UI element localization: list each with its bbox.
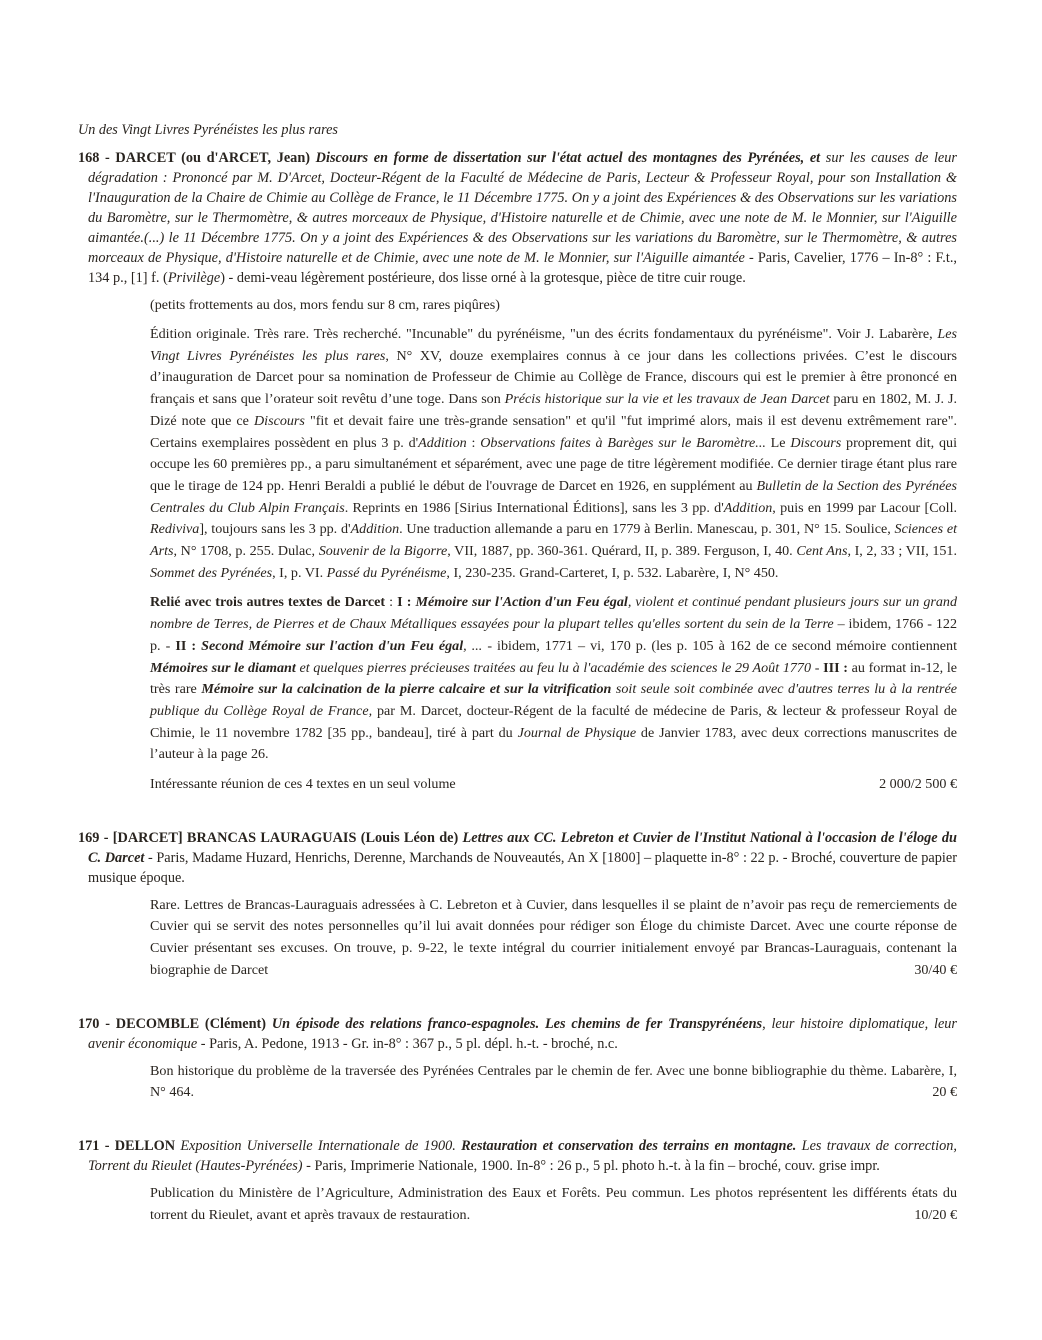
price-estimate: 20 € <box>932 1082 957 1104</box>
entry-note: 10/20 € Publication du Ministère de l’Agriculture, Administration des Eaux et Forêts. Peu commun. Les photos représentent les différents états du torrent du Rieulet, avant et après travaux de restauration. <box>150 1183 957 1226</box>
price-estimate: 10/20 € <box>914 1205 957 1227</box>
entry-heading: 169 - [DARCET] BRANCAS LAURAGUAIS (Louis Léon de) Lettres aux CC. Lebreton et Cuvier de l'Institut National à l'occasion de l'éloge du C. Darcet - Paris, Madame Huzard, Henrichs, Derenne, Marchands de Nouveautés, An X [1800] – plaquette in-8° : 22 p. - Broché, couverture de papier musique époque. <box>78 829 958 886</box>
lead-note: Un des Vingt Livres Pyrénéistes les plus rares <box>78 122 338 138</box>
entry-note: 30/40 € Rare. Lettres de Brancas-Lauraguais adressées à C. Lebreton et à Cuvier, dans lesquelles il se plaint de n’avoir pas reçu de remerciements de Cuvier qui se servit des notes personnelles qu’il lui avait données pour rédiger son Éloge du chimiste Darcet. Avec une courte réponse de Cuvier présentant ses excuses. On trouve, p. 9-22, le texte intégral du courrier initialement envoyé par Brancas-Lauraguais, contenant la biographie de Darcet <box>150 895 957 982</box>
price-estimate: 2 000/2 500 € <box>879 776 957 793</box>
entry-heading: 171 - DELLON Exposition Universelle Internationale de 1900. Restauration et conservation des terrains en montagne. Les travaux de correction, Torrent du Rieulet (Hautes-Pyrénées) - Paris, Imprimerie Nationale, 1900. In-8° : 26 p., 5 pl. photo h.-t. à la fin – broché, couv. grise impr. <box>78 1137 957 1174</box>
catalog-entry-170 <box>78 1014 957 1104</box>
entry-note: 20 € Bon historique du problème de la traversée des Pyrénées Centrales par le chemin de fer. Avec une bonne bibliographie du thème. Labarère, I, N° 464. <box>150 1061 957 1104</box>
price-estimate: 30/40 € <box>914 960 957 982</box>
entry-condition-note: (petits frottements au dos, mors fendu sur 8 cm, rares piqûres) <box>150 297 500 313</box>
catalog-entry-171 <box>78 1136 957 1226</box>
entry-heading: 170 - DECOMBLE (Clément) Un épisode des relations franco-espagnoles. Les chemins de fer Transpyrénéens, leur histoire diplomatique, leur avenir économique - Paris, A. Pedone, 1913 - Gr. in-8° : 367 p., 5 pl. dépl. h.-t. - broché, n.c. <box>78 1015 957 1052</box>
catalog-entry-169 <box>78 828 957 982</box>
catalog-entry-168 <box>78 148 957 796</box>
price-row-text: Intéressante réunion de ces 4 textes en un seul volume <box>150 776 456 793</box>
entry-heading: 168 - DARCET (ou d'ARCET, Jean) Discours en forme de dissertation sur l'état actuel des montagnes des Pyrénées, et sur les causes de leur dégradation : Prononcé par M. D'Arcet, Docteur-Régent de la Faculté de Médecine de Paris, Lecteur & Professeur Royal, pour son Installation & l'Inauguration de la Chaire de Chimie au Collège de France, le 11 Décembre 1775. On y a joint des Expériences & des Observations sur les variations du Baromètre, sur le Thermomètre, & autres morceaux de Physique, d'Histoire naturelle et de Chimie, avec une note de M. le Monnier, sur l'Aiguille aimantée.(...) le 11 Décembre 1775. On y a joint des Expériences & des Observations sur les variations du Baromètre, sur le Thermomètre, & autres morceaux de Physique, d'Histoire naturelle et de Chimie, avec une note de M. le Monnier, sur l'Aiguille aimantée - Paris, Cavelier, 1776 – In-8° : F.t., 134 p., [1] f. (Privilège) - demi-veau légèrement postérieure, dos lisse orné à la grotesque, pièce de titre cuir rouge. <box>78 150 958 286</box>
price-row <box>150 774 957 796</box>
entry-note: Relié avec trois autres textes de Darcet : I : Mémoire sur l'Action d'un Feu égal, violent et continué pendant plusieurs jours sur un grand nombre de Terres, de Pierres et de Chaux Métalliques essayées pour la plupart telles qu'elles sortent du sein de la Terre – ibidem, 1766 - 122 p. - II : Second Mémoire sur l'action d'un Feu égal, ... - ibidem, 1771 – vi, 170 p. (les p. 105 à 162 de ce second mémoire contiennent Mémoires sur le diamant et quelques pierres précieuses traitées au feu lu à l'académie des sciences le 29 Août 1770 - III : au format in-12, le très rare Mémoire sur la calcination de la pierre calcaire et sur la vitrification soit seule soit combinée avec d'autres terres lu à la rentrée publique du Collège Royal de France, par M. Darcet, docteur-Régent de la faculté de médecine de Paris, & lecteur & professeur Royal de Chimie, le 11 novembre 1782 [35 pp., bandeau], tiré à part du Journal de Physique de Janvier 1783, avec deux corrections manuscrites de l’auteur à la page 26. <box>150 594 958 763</box>
entry-note: Édition originale. Très rare. Très recherché. "Incunable" du pyrénéisme, "un des écrits fondamentaux du pyrénéisme". Voir J. Labarère, Les Vingt Livres Pyrénéistes les plus rares, N° XV, douze exemplaires connus à ce jour dans les collections privées. C’est le discours d’inauguration de Darcet pour sa nomination de Professeur de Chimie au Collège de France, discours qui est le premier à être prononcé en français et sans que l’orateur soit revêtu d’une toge. Dans son Précis historique sur la vie et les travaux de Jean Darcet paru en 1802, M. J. J. Dizé note que ce Discours "fit et devait faire une très-grande sensation" et qu'il "fut imprimé alors, mais il est devenu extrêmement rare". Certains exemplaires possèdent en plus 3 p. d'Addition : Observations faites à Barèges sur le Baromètre... Le Discours proprement dit, qui occupe les 60 premières pp., a paru simultanément et séparément, avec une page de titre légèrement modifiée. Ce dernier tirage étant plus rare que le tirage de 124 pp. Henri Beraldi a publié le début de l'ouvrage de Darcet en 1926, en supplément au Bulletin de la Section des Pyrénées Centrales du Club Alpin Français. Reprints en 1986 [Sirius International Éditions], sans les 3 pp. d'Addition, puis en 1999 par Lacour [Coll. Rediviva], toujours sans les 3 pp. d'Addition. Une traduction allemande a paru en 1779 à Berlin. Manescau, p. 301, N° 15. Soulice, Sciences et Arts, N° 1708, p. 255. Dulac, Souvenir de la Bigorre, VII, 1887, pp. 360-361. Quérard, II, p. 389. Ferguson, I, 40. Cent Ans, I, 2, 33 ; VII, 151. Sommet des Pyrénées, I, p. VI. Passé du Pyrénéisme, I, 230-235. Grand-Carteret, I, p. 532. Labarère, I, N° 450. <box>150 326 958 581</box>
